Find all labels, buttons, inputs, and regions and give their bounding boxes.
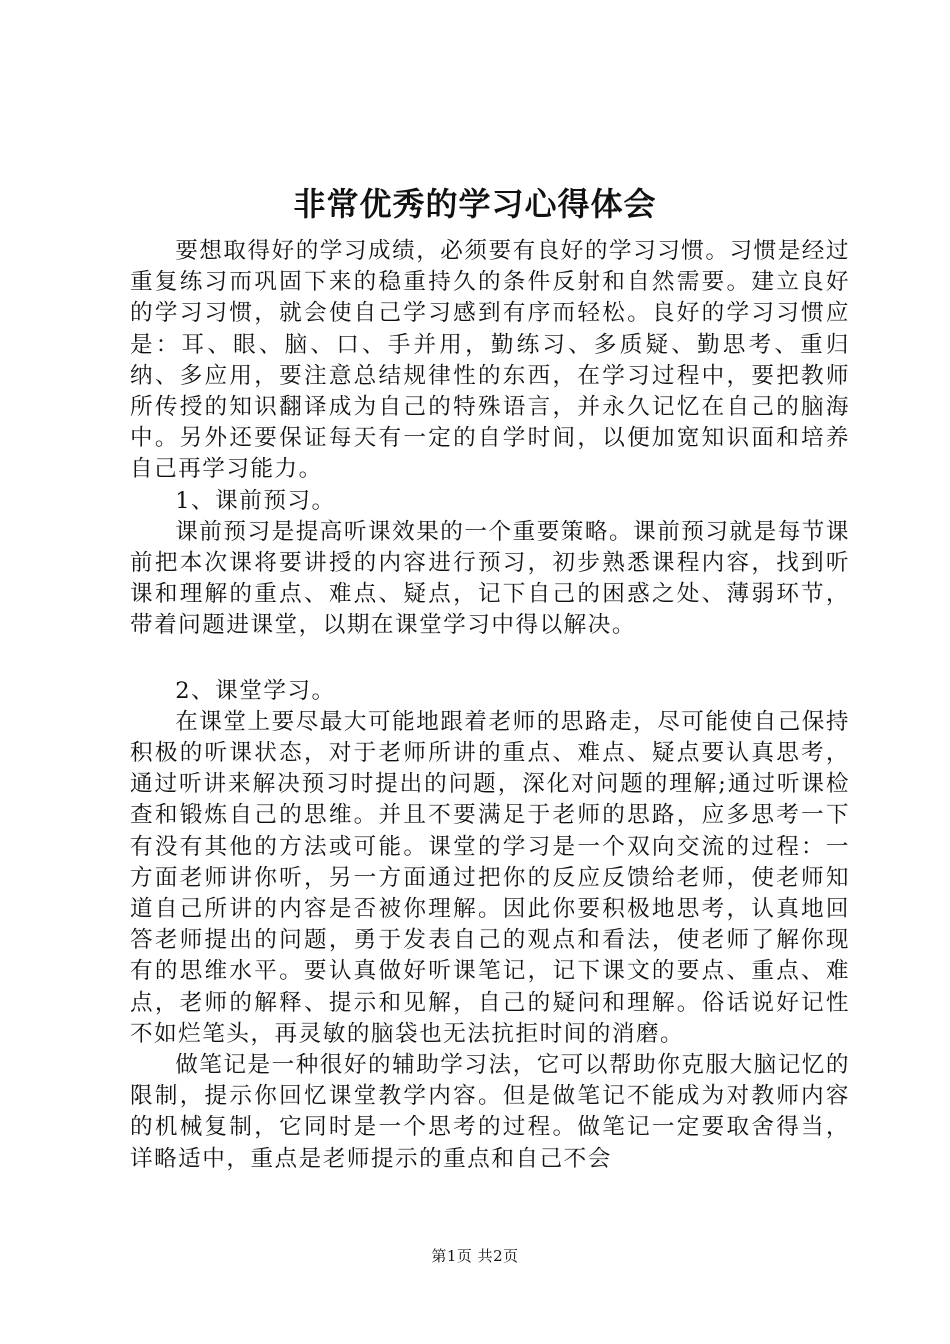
document-title: 非常优秀的学习心得体会	[293, 185, 657, 223]
paragraph-gap	[130, 642, 850, 676]
page-footer: 第1页 共2页	[431, 1247, 519, 1265]
document-body	[130, 236, 850, 1175]
paragraph-classroom: 在课堂上要尽最大可能地跟着老师的思路走，尽可能使自己保持积极的听课状态，对于老师所讲的重点、难点、疑点要认真思考，通过听讲来解决预习时提出的问题，深化对问题的理解;通过听课检查和锻炼自己的思维。并且不要满足于老师的思路，应多思考一下有没有其他的方法或可能。课堂的学习是一个双向交流的过程：一方面老师讲你听，另一方面通过把你的反应反馈给老师，使老师知道自己所讲的内容是否被你理解。因此你要积极地思考，认真地回答老师提出的问题，勇于发表自己的观点和看法，使老师了解你现有的思维水平。要认真做好听课笔记，记下课文的要点、重点、难点，老师的解释、提示和见解，自己的疑问和理解。俗话说好记性不如烂笔头，再灵敏的脑袋也无法抗拒时间的消磨。	[130, 708, 850, 1047]
section-heading-classroom: 2、课堂学习。	[175, 677, 336, 704]
paragraph-preview: 课前预习是提高听课效果的一个重要策略。课前预习就是每节课前把本次课将要讲授的内容进行预习，初步熟悉课程内容，找到听课和理解的重点、难点、疑点，记下自己的困惑之处、薄弱环节，带着问题进课堂，以期在课堂学习中得以解决。	[130, 518, 850, 639]
section-heading-preview: 1、课前预习。	[175, 487, 336, 514]
paragraph-study-habits: 要想取得好的学习成绩，必须要有良好的学习习惯。习惯是经过重复练习而巩固下来的稳重持久的条件反射和自然需要。建立良好的学习习惯，就会使自己学习感到有序而轻松。良好的学习习惯应是：耳、眼、脑、口、手并用，勤练习、多质疑、勤思考、重归纳、多应用，要注意总结规律性的东西，在学习过程中，要把教师所传授的知识翻译成为自己的特殊语言，并永久记忆在自己的脑海中。另外还要保证每天有一定的自学时间，以便加宽知识面和培养自己再学习能力。	[130, 238, 850, 483]
paragraph-notes: 做笔记是一种很好的辅助学习法，它可以帮助你克服大脑记忆的限制，提示你回忆课堂教学内容。但是做笔记不能成为对教师内容的机械复制，它同时是一个思考的过程。做笔记一定要取舍得当，详略适中，重点是老师提示的重点和自己不会	[130, 1052, 850, 1172]
